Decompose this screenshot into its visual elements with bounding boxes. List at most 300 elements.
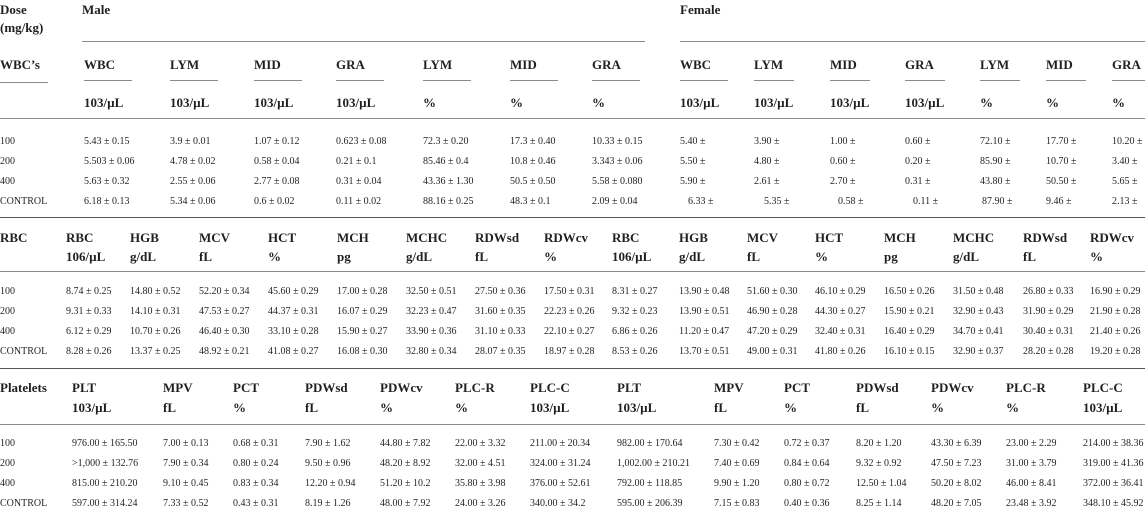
header-underline	[905, 80, 945, 81]
data-cell: 0.31 ± 0.04	[336, 176, 382, 187]
data-cell: 211.00 ± 20.34	[530, 438, 591, 449]
data-cell: 10.70 ±	[1046, 156, 1077, 167]
wbc-label-rule	[0, 82, 48, 83]
data-cell: 8.19 ± 1.26	[305, 498, 351, 509]
wbc-unit: 103/µL	[170, 95, 210, 110]
data-cell: 31.90 ± 0.29	[1023, 306, 1074, 317]
platelets-header: PLC-C	[1083, 380, 1123, 395]
data-cell: 9.50 ± 0.96	[305, 458, 351, 469]
data-cell: 46.10 ± 0.29	[815, 286, 866, 297]
data-cell: 2.13 ±	[1112, 196, 1138, 207]
data-cell: 32.80 ± 0.34	[406, 346, 457, 357]
rbc-unit: g/dL	[679, 249, 706, 264]
header-underline	[170, 80, 218, 81]
rbc-header: MCH	[337, 230, 369, 245]
data-cell: 3.40 ±	[1112, 156, 1138, 167]
data-cell: 28.07 ± 0.35	[475, 346, 526, 357]
data-cell: 26.80 ± 0.33	[1023, 286, 1074, 297]
data-cell: 214.00 ± 38.36	[1083, 438, 1144, 449]
data-cell: >1,000 ± 132.76	[72, 458, 139, 469]
data-cell: 1.00 ±	[830, 136, 856, 147]
data-cell: 0.20 ±	[905, 156, 931, 167]
data-cell: 9.10 ± 0.45	[163, 478, 209, 489]
data-cell: 17.00 ± 0.28	[337, 286, 388, 297]
dose-cell: CONTROL	[0, 498, 48, 509]
rbc-unit: 106/µL	[612, 249, 652, 264]
data-cell: 17.50 ± 0.31	[544, 286, 595, 297]
data-cell: 34.70 ± 0.41	[953, 326, 1004, 337]
data-cell: 27.50 ± 0.36	[475, 286, 526, 297]
data-cell: 16.07 ± 0.29	[337, 306, 388, 317]
header-underline	[1046, 80, 1086, 81]
data-cell: 982.00 ± 170.64	[617, 438, 683, 449]
wbc-header: GRA	[336, 57, 365, 72]
wbc-unit: %	[423, 95, 436, 110]
data-cell: 43.36 ± 1.30	[423, 176, 474, 187]
data-cell: 23.48 ± 3.92	[1006, 498, 1057, 509]
data-cell: 340.00 ± 34.2	[530, 498, 586, 509]
data-cell: 16.90 ± 0.29	[1090, 286, 1141, 297]
data-cell: 0.58 ± 0.04	[254, 156, 300, 167]
rbc-header: RDWcv	[544, 230, 589, 245]
data-cell: 41.80 ± 0.26	[815, 346, 866, 357]
data-cell: 23.00 ± 2.29	[1006, 438, 1057, 449]
data-cell: 8.31 ± 0.27	[612, 286, 658, 297]
data-cell: 6.18 ± 0.13	[84, 196, 130, 207]
data-cell: 7.15 ± 0.83	[714, 498, 760, 509]
data-cell: 24.00 ± 3.26	[455, 498, 506, 509]
platelets-section-label: Platelets	[0, 380, 47, 395]
data-cell: 16.40 ± 0.29	[884, 326, 935, 337]
data-cell: 11.20 ± 0.47	[679, 326, 730, 337]
data-cell: 3.9 ± 0.01	[170, 136, 211, 147]
dose-unit-label: (mg/kg)	[0, 20, 44, 35]
data-cell: 7.30 ± 0.42	[714, 438, 760, 449]
data-cell: 8.74 ± 0.25	[66, 286, 112, 297]
data-cell: 14.10 ± 0.31	[130, 306, 181, 317]
data-cell: 18.97 ± 0.28	[544, 346, 595, 357]
wbc-header: GRA	[905, 57, 934, 72]
data-cell: 3.343 ± 0.06	[592, 156, 643, 167]
data-cell: 0.60 ±	[830, 156, 856, 167]
header-underline	[510, 80, 558, 81]
data-cell: 32.50 ± 0.51	[406, 286, 457, 297]
wbc-unit: %	[592, 95, 605, 110]
rbc-unit: %	[1090, 249, 1103, 264]
rbc-header: RDWsd	[475, 230, 520, 245]
data-cell: 10.33 ± 0.15	[592, 136, 643, 147]
data-cell: 0.6 ± 0.02	[254, 196, 295, 207]
data-cell: 0.623 ± 0.08	[336, 136, 387, 147]
platelets-unit: fL	[856, 400, 869, 415]
data-cell: 47.53 ± 0.27	[199, 306, 250, 317]
data-cell: 87.90 ±	[982, 196, 1013, 207]
data-cell: 6.33 ±	[688, 196, 714, 207]
platelets-unit: fL	[714, 400, 727, 415]
platelets-unit: 103/µL	[617, 400, 657, 415]
wbc-unit: %	[980, 95, 993, 110]
data-cell: 10.8 ± 0.46	[510, 156, 556, 167]
data-cell: 5.43 ± 0.15	[84, 136, 130, 147]
rbc-unit: fL	[747, 249, 760, 264]
data-cell: 32.90 ± 0.37	[953, 346, 1004, 357]
rbc-unit: %	[815, 249, 828, 264]
data-cell: 8.20 ± 1.20	[856, 438, 902, 449]
rbc-header: MCH	[884, 230, 916, 245]
data-cell: 30.40 ± 0.31	[1023, 326, 1074, 337]
header-underline	[592, 80, 640, 81]
data-cell: 52.20 ± 0.34	[199, 286, 250, 297]
dose-cell: 200	[0, 458, 15, 469]
rbc-header: RBC	[66, 230, 94, 245]
dose-cell: 400	[0, 326, 15, 337]
wbc-header: MID	[1046, 57, 1073, 72]
wbc-section-label: WBC’s	[0, 57, 40, 72]
dose-cell: 100	[0, 438, 15, 449]
data-cell: 2.55 ± 0.06	[170, 176, 216, 187]
platelets-header: PLT	[617, 380, 642, 395]
data-cell: 5.63 ± 0.32	[84, 176, 130, 187]
wbc-unit: 103/µL	[754, 95, 794, 110]
rbc-units-rule	[0, 271, 1145, 272]
wbc-unit: 103/µL	[336, 95, 376, 110]
data-cell: 41.08 ± 0.27	[268, 346, 319, 357]
data-cell: 15.90 ± 0.21	[884, 306, 935, 317]
data-cell: 5.34 ± 0.06	[170, 196, 216, 207]
section-divider	[0, 368, 1145, 369]
data-cell: 792.00 ± 118.85	[617, 478, 683, 489]
data-cell: 32.00 ± 4.51	[455, 458, 506, 469]
rbc-unit: fL	[475, 249, 488, 264]
platelets-unit: %	[784, 400, 797, 415]
platelets-header: PLC-C	[530, 380, 570, 395]
data-cell: 372.00 ± 36.41	[1083, 478, 1144, 489]
rbc-header: HCT	[815, 230, 844, 245]
platelets-header: PCT	[233, 380, 259, 395]
platelets-unit: 103/µL	[72, 400, 112, 415]
data-cell: 31.60 ± 0.35	[475, 306, 526, 317]
data-cell: 72.3 ± 0.20	[423, 136, 469, 147]
data-cell: 10.20 ±	[1112, 136, 1143, 147]
data-cell: 21.40 ± 0.26	[1090, 326, 1141, 337]
data-cell: 0.83 ± 0.34	[233, 478, 279, 489]
data-cell: 8.53 ± 0.26	[612, 346, 658, 357]
platelets-header: PDWcv	[931, 380, 974, 395]
data-cell: 43.30 ± 6.39	[931, 438, 982, 449]
data-cell: 6.12 ± 0.29	[66, 326, 112, 337]
data-cell: 0.72 ± 0.37	[784, 438, 830, 449]
data-cell: 5.50 ±	[680, 156, 706, 167]
data-cell: 7.00 ± 0.13	[163, 438, 209, 449]
data-cell: 19.20 ± 0.28	[1090, 346, 1141, 357]
data-cell: 85.46 ± 0.4	[423, 156, 469, 167]
data-cell: 35.80 ± 3.98	[455, 478, 506, 489]
platelets-units-rule	[0, 424, 1145, 425]
wbc-header: WBC	[84, 57, 116, 72]
dose-cell: 400	[0, 478, 15, 489]
data-cell: 46.00 ± 8.41	[1006, 478, 1057, 489]
data-cell: 48.3 ± 0.1	[510, 196, 551, 207]
data-cell: 5.65 ±	[1112, 176, 1138, 187]
data-cell: 45.60 ± 0.29	[268, 286, 319, 297]
dose-label: Dose	[0, 2, 27, 17]
dose-cell: 100	[0, 136, 15, 147]
platelets-header: PDWsd	[856, 380, 899, 395]
wbc-unit: 103/µL	[84, 95, 124, 110]
rbc-unit: g/dL	[406, 249, 433, 264]
data-cell: 47.50 ± 7.23	[931, 458, 982, 469]
data-cell: 22.23 ± 0.26	[544, 306, 595, 317]
data-cell: 5.58 ± 0.080	[592, 176, 643, 187]
data-cell: 5.90 ±	[680, 176, 706, 187]
data-cell: 47.20 ± 0.29	[747, 326, 798, 337]
rbc-header: MCV	[747, 230, 779, 245]
header-underline	[754, 80, 794, 81]
platelets-header: PLC-R	[1006, 380, 1046, 395]
rbc-header: HCT	[268, 230, 297, 245]
wbc-header: GRA	[1112, 57, 1141, 72]
data-cell: 50.50 ±	[1046, 176, 1077, 187]
data-cell: 46.90 ± 0.28	[747, 306, 798, 317]
wbc-unit: %	[510, 95, 523, 110]
platelets-header: PCT	[784, 380, 810, 395]
data-cell: 5.40 ±	[680, 136, 706, 147]
data-cell: 0.60 ±	[905, 136, 931, 147]
data-cell: 16.08 ± 0.30	[337, 346, 388, 357]
data-cell: 28.20 ± 0.28	[1023, 346, 1074, 357]
female-header: Female	[680, 2, 721, 17]
platelets-header: PDWcv	[380, 380, 423, 395]
data-cell: 9.90 ± 1.20	[714, 478, 760, 489]
data-cell: 44.80 ± 7.82	[380, 438, 431, 449]
data-cell: 32.40 ± 0.31	[815, 326, 866, 337]
dose-cell: 200	[0, 306, 15, 317]
rbc-header: RBC	[612, 230, 640, 245]
header-underline	[423, 80, 471, 81]
platelets-header: PLC-R	[455, 380, 495, 395]
platelets-header: MPV	[714, 380, 744, 395]
data-cell: 0.58 ±	[838, 196, 864, 207]
header-underline	[680, 80, 728, 81]
data-cell: 0.11 ± 0.02	[336, 196, 382, 207]
data-cell: 10.70 ± 0.26	[130, 326, 181, 337]
data-cell: 13.90 ± 0.51	[679, 306, 730, 317]
wbc-header: LYM	[980, 57, 1010, 72]
wbc-unit: 103/µL	[905, 95, 945, 110]
data-cell: 0.68 ± 0.31	[233, 438, 279, 449]
data-cell: 46.40 ± 0.30	[199, 326, 250, 337]
data-cell: 9.32 ± 0.92	[856, 458, 902, 469]
wbc-unit: 103/µL	[254, 95, 294, 110]
data-cell: 31.50 ± 0.48	[953, 286, 1004, 297]
data-cell: 48.20 ± 8.92	[380, 458, 431, 469]
data-cell: 31.10 ± 0.33	[475, 326, 526, 337]
header-underline	[84, 80, 132, 81]
data-cell: 44.30 ± 0.27	[815, 306, 866, 317]
data-cell: 51.60 ± 0.30	[747, 286, 798, 297]
dose-cell: CONTROL	[0, 346, 48, 357]
data-cell: 13.90 ± 0.48	[679, 286, 730, 297]
data-cell: 2.09 ± 0.04	[592, 196, 638, 207]
data-cell: 32.23 ± 0.47	[406, 306, 457, 317]
rbc-unit: %	[268, 249, 281, 264]
data-cell: 51.20 ± 10.2	[380, 478, 431, 489]
rbc-header: RDWcv	[1090, 230, 1135, 245]
data-cell: 0.21 ± 0.1	[336, 156, 377, 167]
data-cell: 0.84 ± 0.64	[784, 458, 830, 469]
section-divider	[0, 217, 1145, 218]
data-cell: 3.90 ±	[754, 136, 780, 147]
data-cell: 5.35 ±	[764, 196, 790, 207]
data-cell: 1,002.00 ± 210.21	[617, 458, 690, 469]
wbc-header: LYM	[170, 57, 200, 72]
rbc-header: MCV	[199, 230, 231, 245]
data-cell: 2.77 ± 0.08	[254, 176, 300, 187]
data-cell: 33.10 ± 0.28	[268, 326, 319, 337]
data-cell: 48.92 ± 0.21	[199, 346, 250, 357]
dose-cell: 100	[0, 286, 15, 297]
data-cell: 49.00 ± 0.31	[747, 346, 798, 357]
data-cell: 12.20 ± 0.94	[305, 478, 356, 489]
data-cell: 43.80 ±	[980, 176, 1011, 187]
male-header: Male	[82, 2, 111, 17]
data-cell: 1.07 ± 0.12	[254, 136, 300, 147]
data-cell: 7.90 ± 1.62	[305, 438, 351, 449]
data-cell: 976.00 ± 165.50	[72, 438, 138, 449]
data-cell: 4.78 ± 0.02	[170, 156, 216, 167]
data-cell: 48.20 ± 7.05	[931, 498, 982, 509]
header-underline	[830, 80, 870, 81]
header-underline	[980, 80, 1020, 81]
data-cell: 9.32 ± 0.23	[612, 306, 658, 317]
wbc-header: WBC	[680, 57, 712, 72]
data-cell: 8.28 ± 0.26	[66, 346, 112, 357]
rbc-unit: fL	[1023, 249, 1036, 264]
platelets-unit: 103/µL	[530, 400, 570, 415]
data-cell: 4.80 ±	[754, 156, 780, 167]
data-cell: 21.90 ± 0.28	[1090, 306, 1141, 317]
wbc-header: LYM	[423, 57, 453, 72]
wbc-header: GRA	[592, 57, 621, 72]
rbc-header: MCHC	[406, 230, 448, 245]
male-rule	[82, 41, 645, 42]
platelets-unit: fL	[163, 400, 176, 415]
data-cell: 16.50 ± 0.26	[884, 286, 935, 297]
data-cell: 7.90 ± 0.34	[163, 458, 209, 469]
wbc-unit: %	[1112, 95, 1125, 110]
dose-cell: 400	[0, 176, 15, 187]
wbc-units-rule	[0, 118, 1145, 119]
header-underline	[254, 80, 302, 81]
rbc-unit: g/dL	[130, 249, 157, 264]
data-cell: 14.80 ± 0.52	[130, 286, 181, 297]
data-cell: 6.86 ± 0.26	[612, 326, 658, 337]
data-cell: 88.16 ± 0.25	[423, 196, 474, 207]
header-underline	[336, 80, 384, 81]
data-cell: 2.70 ±	[830, 176, 856, 187]
platelets-header: MPV	[163, 380, 193, 395]
data-cell: 13.70 ± 0.51	[679, 346, 730, 357]
data-cell: 72.10 ±	[980, 136, 1011, 147]
data-cell: 2.61 ±	[754, 176, 780, 187]
data-cell: 17.70 ±	[1046, 136, 1077, 147]
data-cell: 5.503 ± 0.06	[84, 156, 135, 167]
female-rule	[680, 41, 1145, 42]
rbc-header: RDWsd	[1023, 230, 1068, 245]
data-cell: 13.37 ± 0.25	[130, 346, 181, 357]
wbc-unit: 103/µL	[680, 95, 720, 110]
data-cell: 815.00 ± 210.20	[72, 478, 138, 489]
data-cell: 9.31 ± 0.33	[66, 306, 112, 317]
data-cell: 7.33 ± 0.52	[163, 498, 209, 509]
data-cell: 32.90 ± 0.43	[953, 306, 1004, 317]
data-cell: 15.90 ± 0.27	[337, 326, 388, 337]
wbc-header: MID	[830, 57, 857, 72]
data-cell: 7.40 ± 0.69	[714, 458, 760, 469]
data-cell: 22.00 ± 3.32	[455, 438, 506, 449]
data-cell: 595.00 ± 206.39	[617, 498, 683, 509]
wbc-header: MID	[254, 57, 281, 72]
data-cell: 50.20 ± 8.02	[931, 478, 982, 489]
rbc-unit: 106/µL	[66, 249, 106, 264]
platelets-unit: %	[455, 400, 468, 415]
rbc-header: HGB	[679, 230, 708, 245]
data-cell: 376.00 ± 52.61	[530, 478, 591, 489]
wbc-header: MID	[510, 57, 537, 72]
data-cell: 50.5 ± 0.50	[510, 176, 556, 187]
data-cell: 0.11 ±	[913, 196, 939, 207]
rbc-unit: g/dL	[953, 249, 980, 264]
platelets-header: PDWsd	[305, 380, 348, 395]
wbc-header: LYM	[754, 57, 784, 72]
data-cell: 44.37 ± 0.31	[268, 306, 319, 317]
rbc-header: HGB	[130, 230, 159, 245]
dose-cell: CONTROL	[0, 196, 48, 207]
data-cell: 16.10 ± 0.15	[884, 346, 935, 357]
data-cell: 8.25 ± 1.14	[856, 498, 902, 509]
data-cell: 17.3 ± 0.40	[510, 136, 556, 147]
data-cell: 0.80 ± 0.72	[784, 478, 830, 489]
data-cell: 48.00 ± 7.92	[380, 498, 431, 509]
data-cell: 31.00 ± 3.79	[1006, 458, 1057, 469]
rbc-section-label: RBC	[0, 230, 28, 245]
rbc-unit: %	[544, 249, 557, 264]
data-cell: 0.40 ± 0.36	[784, 498, 830, 509]
dose-cell: 200	[0, 156, 15, 167]
data-cell: 22.10 ± 0.27	[544, 326, 595, 337]
platelets-header: PLT	[72, 380, 97, 395]
rbc-header: MCHC	[953, 230, 995, 245]
header-underline	[1112, 80, 1145, 81]
rbc-unit: pg	[337, 249, 351, 264]
wbc-unit: %	[1046, 95, 1059, 110]
platelets-unit: %	[380, 400, 393, 415]
data-cell: 12.50 ± 1.04	[856, 478, 907, 489]
data-cell: 85.90 ±	[980, 156, 1011, 167]
data-cell: 597.00 ± 314.24	[72, 498, 138, 509]
data-cell: 9.46 ±	[1046, 196, 1072, 207]
platelets-unit: 103/µL	[1083, 400, 1123, 415]
data-cell: 348.10 ± 45.92	[1083, 498, 1144, 509]
data-cell: 319.00 ± 41.36	[1083, 458, 1144, 469]
rbc-unit: fL	[199, 249, 212, 264]
data-cell: 324.00 ± 31.24	[530, 458, 591, 469]
data-cell: 33.90 ± 0.36	[406, 326, 457, 337]
data-cell: 0.80 ± 0.24	[233, 458, 279, 469]
platelets-unit: %	[233, 400, 246, 415]
data-cell: 0.31 ±	[905, 176, 931, 187]
wbc-unit: 103/µL	[830, 95, 870, 110]
